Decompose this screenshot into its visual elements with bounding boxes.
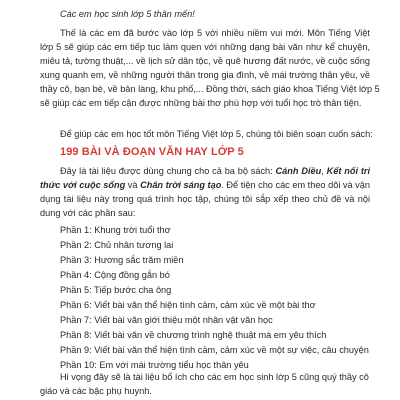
- series-ket-noi: Kết nối tri: [326, 166, 371, 176]
- part-item: Phần 10: Em với mái trường tiểu học thân yêu: [60, 360, 249, 370]
- intro-line: sẽ giúp các em tiếp cận được những bài thơ phù hợp với tuổi học trò thân tiện.: [40, 98, 362, 108]
- part-item: Phần 9: Viết bài văn thể hiện tình cảm, cảm xúc về một sự việc, câu chuyện: [60, 345, 369, 355]
- separator: và: [125, 180, 141, 190]
- part-item: Phần 7: Viết bài văn giới thiệu một nhân vật văn học: [60, 315, 273, 325]
- intro-line: miêu tả, tường thuật,... về lịch sử dân tộc, về quê hương đất nước, về cuộc sống: [40, 56, 370, 66]
- separator: ,: [321, 166, 327, 176]
- series-ket-noi-cont: thức với cuộc sống: [40, 180, 126, 190]
- part-item: Phần 6: Viết bài văn thể hiện tình cảm, cảm xúc về một bài thơ: [60, 300, 316, 310]
- compile-line: dung với các phần sau:: [40, 208, 136, 218]
- part-item: Phần 1: Khung trời tuổi thơ: [60, 225, 171, 235]
- support-line: Để giúp các em học tốt môn Tiếng Việt lớp 5, chúng tôi biên soạn cuốn sách:: [60, 129, 373, 139]
- intro-line: Thế là các em đã bước vào lớp 5 với nhiều niềm vui mới. Môn Tiếng Việt: [60, 28, 370, 38]
- part-item: Phần 8: Viết bài văn về chương trình nghệ thuật mà em yêu thích: [60, 330, 327, 340]
- document-page: [40, 0, 380, 400]
- closing-line: Hi vọng đây sẽ là tài liệu bổ ích cho các em học sinh lớp 5 cũng quý thầy cô: [60, 372, 369, 382]
- compile-line: [60, 166, 370, 177]
- book-title: 199 BÀI VÀ ĐOẠN VĂN HAY LỚP 5: [60, 146, 244, 158]
- compile-text: Đây là tài liệu được dùng chung cho cả ba bộ sách:: [60, 166, 276, 176]
- intro-line: xung quanh em, về những người thân trong gia đình, về mái trường thân yêu, về: [40, 70, 370, 80]
- greeting: Các em học sinh lớp 5 thân mến!: [60, 9, 195, 19]
- part-item: Phần 5: Tiếp bước cha ông: [60, 285, 172, 295]
- part-item: Phần 3: Hương sắc trăm miền: [60, 255, 184, 265]
- compile-text: . Để tiện cho các em theo dõi và vận: [221, 180, 370, 190]
- intro-line: lớp 5 sẽ giúp các em tiếp tục làm quen với những dạng bài văn như kể chuyện,: [40, 42, 370, 52]
- series-canh-dieu: Cánh Diều: [275, 166, 322, 176]
- intro-line: thầy cô, bạn bè, về bản làng, khu phố,... Đồng thời, sách giáo khoa Tiếng Việt lớp 5: [40, 84, 380, 94]
- compile-line: dụng tài liệu này trong quá trình học tập, chúng tôi sắp xếp theo chủ đề và nội: [40, 194, 370, 204]
- part-item: Phần 2: Chủ nhân tương lai: [60, 240, 174, 250]
- compile-line: [40, 180, 370, 191]
- series-chan-troi: Chân trời sáng tạo: [140, 180, 222, 190]
- part-item: Phần 4: Cộng đồng gắn bó: [60, 270, 170, 280]
- closing-line: giáo và các bậc phụ huynh.: [40, 386, 152, 396]
